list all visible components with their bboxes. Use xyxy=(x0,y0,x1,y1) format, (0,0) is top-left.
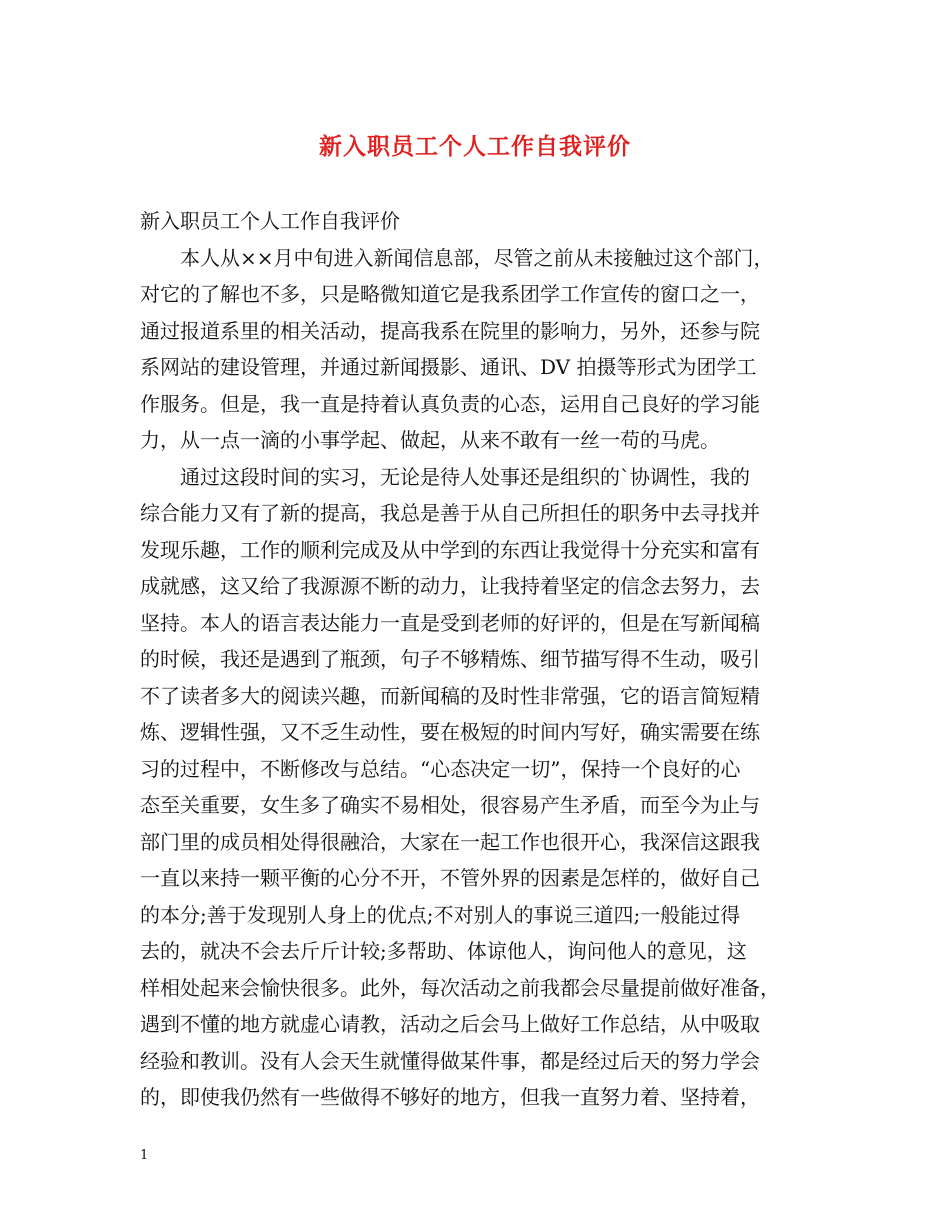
body-line: 成就感，这又给了我源源不断的动力，让我持着坚定的信念去努力，去 xyxy=(140,574,760,598)
body-line: 发现乐趣，工作的顺利完成及从中学到的东西让我觉得十分充实和富有 xyxy=(140,537,760,562)
body-line: 作服务。但是，我一直是持着认真负责的心态，运用自己良好的学习能 xyxy=(140,391,760,416)
body-line: 经验和教训。没有人会天生就懂得做某件事，都是经过后天的努力学会 xyxy=(140,1048,760,1073)
body-line: 不了读者多大的阅读兴趣，而新闻稿的及时性非常强，它的语言简短精 xyxy=(140,683,760,708)
body-line: 综合能力又有了新的提高，我总是善于从自己所担任的职务中去寻找并 xyxy=(140,501,760,525)
body-line: 对它的了解也不多，只是略微知道它是我系团学工作宣传的窗口之一， xyxy=(140,282,760,306)
body-line: 的本分;善于发现别人身上的优点;不对别人的事说三道四;一般能过得 xyxy=(140,902,741,927)
body-line: 坚持。本人的语言表达能力一直是受到老师的好评的，但是在写新闻稿 xyxy=(140,610,760,635)
body-line: 习的过程中，不断修改与总结。“心态决定一切”，保持一个良好的心 xyxy=(140,756,741,781)
page-number: 1 xyxy=(140,1148,149,1163)
body-line: 去的，就决不会去斤斤计较;多帮助、体谅他人，询问他人的意见，这 xyxy=(140,939,747,963)
document-body xyxy=(140,203,830,1116)
body-line: 的时候，我还是遇到了瓶颈，句子不够精炼、细节描写得不生动，吸引 xyxy=(140,647,760,671)
body-line: 部门里的成员相处得很融洽，大家在一起工作也很开心，我深信这跟我 xyxy=(140,829,760,854)
body-line: 通过报道系里的相关活动，提高我系在院里的影响力，另外，还参与院 xyxy=(140,318,760,343)
body-line: 力，从一点一滴的小事学起、做起，从来不敢有一丝一苟的马虎。 xyxy=(140,428,720,452)
body-line: 通过这段时间的实习，无论是待人处事还是组织的`协调性，我的 xyxy=(180,464,750,489)
body-line: 炼、逻辑性强，又不乏生动性，要在极短的时间内写好，确实需要在练 xyxy=(140,720,760,744)
body-line: 的，即使我仍然有一些做得不够好的地方，但我一直努力着、坚持着， xyxy=(140,1085,760,1109)
body-line: 遇到不懂的地方就虚心请教，活动之后会马上做好工作总结，从中吸取 xyxy=(140,1012,760,1036)
body-line: 系网站的建设管理，并通过新闻摄影、通讯、DV 拍摄等形式为团学工 xyxy=(140,355,757,379)
body-line: 样相处起来会愉快很多。此外，每次活动之前我都会尽量提前做好准备， xyxy=(140,975,780,1000)
body-line: 态至关重要，女生多了确实不易相处，很容易产生矛盾，而至今为止与 xyxy=(140,793,760,817)
document-title: 新入职员工个人工作自我评价 xyxy=(319,133,631,160)
body-line: 本人从××月中旬进入新闻信息部，尽管之前从未接触过这个部门， xyxy=(180,245,774,270)
body-heading-line: 新入职员工个人工作自我评价 xyxy=(140,209,400,233)
body-line: 一直以来持一颗平衡的心分不开，不管外界的因素是怎样的，做好自己 xyxy=(140,866,760,890)
